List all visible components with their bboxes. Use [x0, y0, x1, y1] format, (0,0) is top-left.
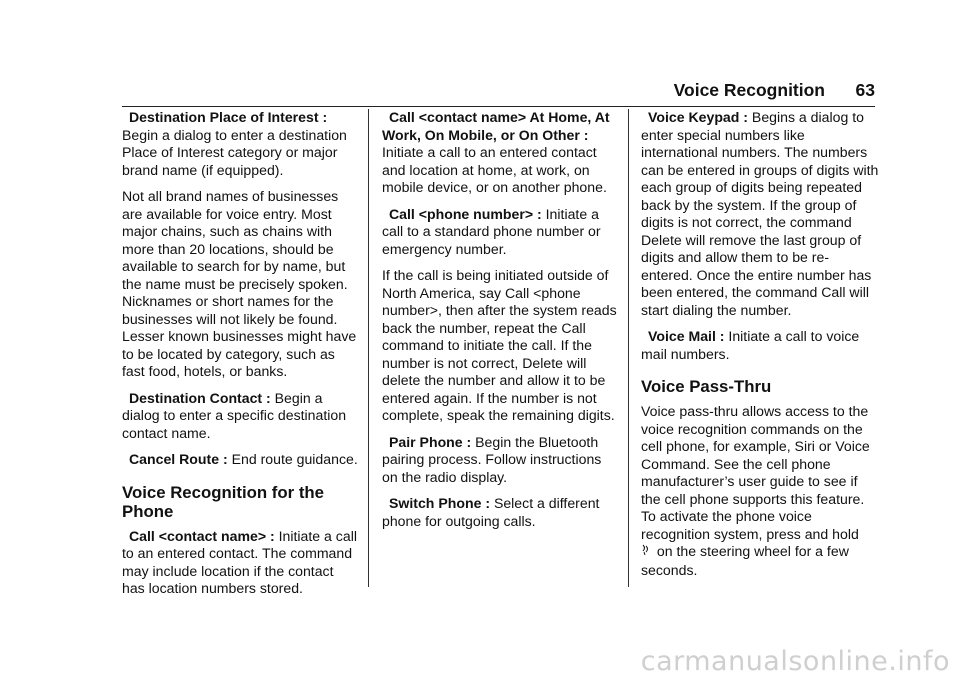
header-rule: [122, 106, 875, 107]
paragraph: Destination Contact : Begin a dialog to enter a specific destination contact name.: [122, 389, 347, 441]
command-description: Begin a dialog to enter a specific destination contact name.: [122, 389, 347, 441]
command-term: Destination Place of Interest: [129, 109, 319, 125]
paragraph: Call <phone number> : Initiate a call to a standard phone number or emergency number.: [382, 205, 601, 257]
column-2: [382, 109, 620, 539]
command-term: Pair Phone: [389, 433, 463, 450]
paragraph: Destination Place of Interest : Begin a dialog to enter a destination Place of Interest category or major brand name (if equipped).: [122, 109, 347, 178]
column-3: [641, 109, 879, 588]
command-description: End route guidance.: [231, 451, 358, 467]
column-divider: [628, 109, 629, 587]
paragraph: Call <contact name> At Home, At Work, On Mobile, or On Other : Initiate a call to an entered contact and location at home, at work, on mobile device, or on another phone.: [382, 109, 610, 195]
command-description: Select a different phone for outgoing calls.: [382, 495, 600, 529]
command-term: Voice Mail: [648, 328, 716, 344]
command-description: Begin a dialog to enter a destination Place of Interest category or major brand name (if equipped).: [122, 126, 347, 178]
command-description: Initiate a call to a standard phone number or emergency number.: [382, 205, 601, 257]
push-to-talk-icon: [641, 544, 653, 562]
section-title: Voice Recognition: [673, 80, 825, 100]
paragraph: Voice Mail : Initiate a call to voice mail numbers.: [641, 328, 860, 362]
command-term: Voice Keypad: [648, 109, 740, 125]
paragraph: Pair Phone : Begin the Bluetooth pairing process. Follow instructions on the radio display.: [382, 433, 602, 485]
paragraph: Voice Keypad : Begins a dialog to enter special numbers like international numbers. The numbers can be entered in groups of digits with each group of digits being repeated back by the system. If the group of digits is not correct, the command Delete will remove the last group of digits and allow them to be re-entered. Once the entire number has been entered, the command Call will start dialing the number.: [641, 109, 879, 318]
section-heading: Voice Recognition for the Phone: [122, 482, 325, 521]
paragraph: If the call is being initiated outside of North America, say Call <phone number>, then after the system reads back the number, repeat the Call command to initiate the call. If the number is not correct, Delete will delete the number and allow it to be entered again. If the number is not complete, speak the remaining digits.: [382, 267, 617, 423]
command-term: Switch Phone: [389, 495, 482, 511]
paragraph: Not all brand names of businesses are available for voice entry. Most major chains, such as chains with more than 20 locations, should be available to search for by name, but the name must be precisely spoken. Nicknames or short names for the businesses will not likely be found. Lesser known businesses might have to be located by category, such as fast food, hotels, or banks.: [122, 188, 357, 379]
command-term: Call <phone number>: [389, 205, 534, 222]
command-description: Begin the Bluetooth pairing process. Follow instructions on the radio display.: [382, 433, 602, 485]
page-number: 63: [855, 80, 875, 100]
page-header: [0, 80, 875, 106]
command-term: Destination Contact: [129, 389, 263, 406]
section-heading: Voice Pass-Thru: [641, 377, 772, 396]
command-term: Call <contact name>: [129, 527, 267, 544]
paragraph: Call <contact name> : Initiate a call to an entered contact. The command may include location if the contact has location numbers stored.: [122, 527, 357, 596]
command-description: Initiate a call to an entered contact. The command may include location if the contact has location numbers stored.: [122, 527, 357, 596]
command-description: Begins a dialog to enter special numbers like international numbers. The numbers can be entered in groups of digits with each group of digits being repeated back by the system. If the group of digits is not correct, the command Delete will remove the last group of digits and allow them to be re-entered. Once the entire number has been entered, the command Call will start dialing the number.: [641, 109, 879, 318]
command-description: Initiate a call to voice mail numbers.: [641, 328, 860, 362]
command-term: Call <contact name> At Home, At Work, On Mobile, or On Other: [382, 109, 610, 143]
column-1: [122, 109, 360, 607]
paragraph: Switch Phone : Select a different phone for outgoing calls.: [382, 495, 600, 529]
command-description: Initiate a call to an entered contact and location at home, at work, on mobile device, or on another phone.: [382, 144, 607, 195]
command-term: Cancel Route: [129, 451, 220, 467]
paragraph: Voice pass-thru allows access to the voice recognition commands on the cell phone, for example, Siri or Voice Command. See the cell phone manufacturer’s user guide to see if the cell phone supports this feature. To activate the phone voice recognition system, press and hold on the steering wheel for a few seconds.: [641, 403, 870, 578]
paragraph: Cancel Route : End route guidance.: [129, 451, 358, 467]
watermark: carmanualsonline.info: [640, 646, 950, 677]
column-divider: [368, 109, 369, 587]
